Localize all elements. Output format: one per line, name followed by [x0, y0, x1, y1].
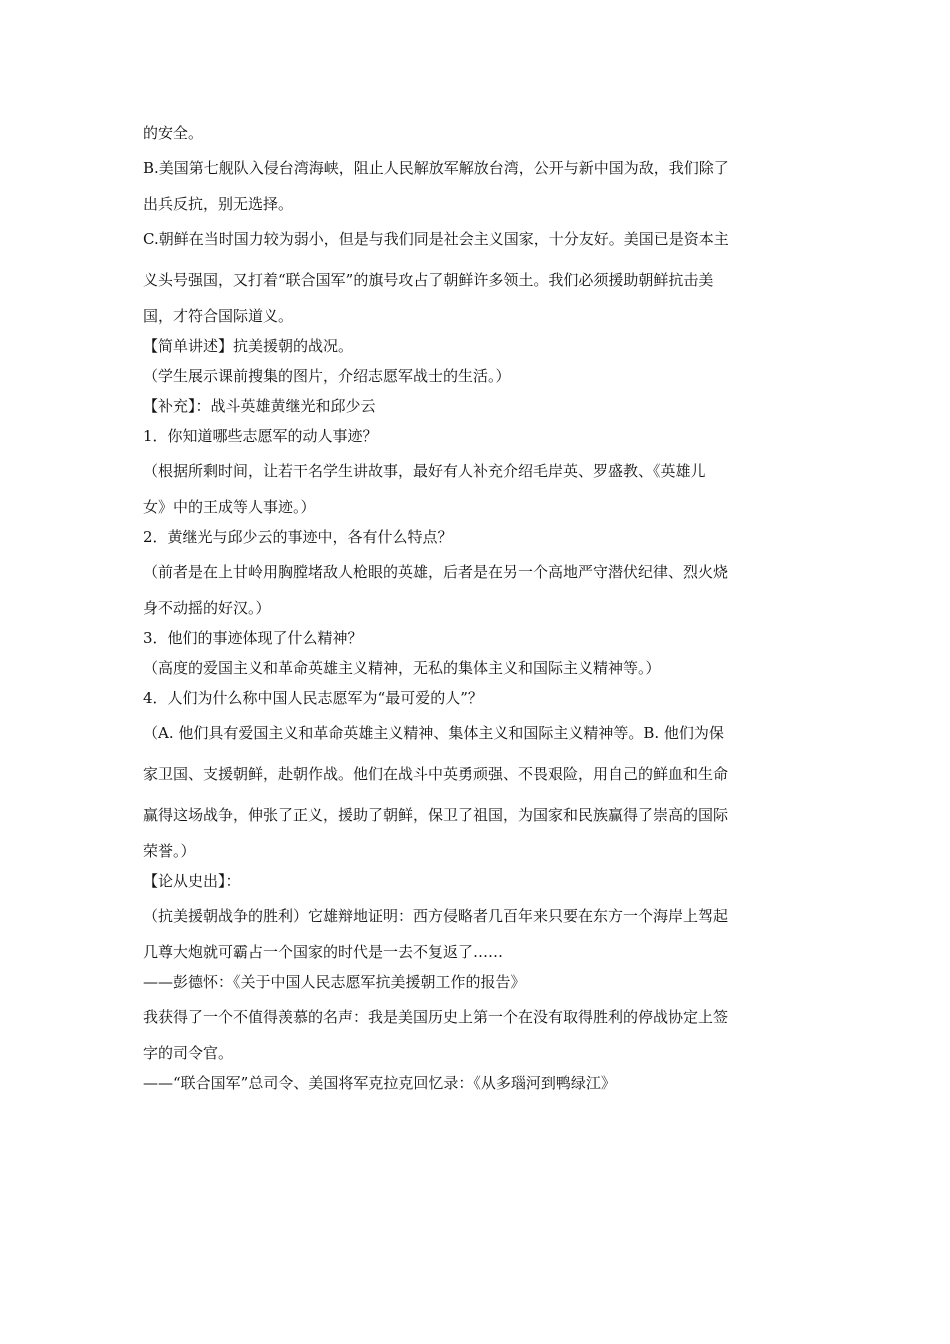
text-line: 赢得这场战争，伸张了正义，援助了朝鲜，保卫了祖国，为国家和民族赢得了崇高的国际 — [143, 806, 729, 824]
quote-attribution: ——彭德怀：《关于中国人民志愿军抗美援朝工作的报告》 — [143, 973, 526, 991]
question-3: 3．他们的事迹体现了什么精神？ — [143, 629, 363, 647]
quote-line: 几尊大炮就可霸占一个国家的时代是一去不复返了…… — [143, 943, 504, 961]
section-heading: 【简单讲述】抗美援朝的战况。 — [143, 337, 354, 355]
document-body — [143, 118, 808, 1098]
text-line: 的安全。 — [143, 124, 204, 142]
text-line: 国，才符合国际道义。 — [143, 307, 294, 325]
text-line: 出兵反抗，别无选择。 — [143, 195, 294, 213]
text-line: （前者是在上甘岭用胸膛堵敌人枪眼的英雄，后者是在另一个高地严守潜伏纪律、烈火烧 — [143, 563, 729, 581]
question-2: 2．黄继光与邱少云的事迹中，各有什么特点？ — [143, 528, 453, 546]
quote-line: （抗美援朝战争的胜利）它雄辩地证明：西方侵略者几百年来只要在东方一个海岸上驾起 — [143, 907, 729, 925]
quote-line: 我获得了一个不值得羡慕的名声：我是美国历史上第一个在没有取得胜利的停战协定上签 — [143, 1008, 729, 1026]
text-line: 女》中的王成等人事迹。） — [143, 498, 316, 516]
text-line: B.美国第七舰队入侵台湾海峡，阻止人民解放军解放台湾，公开与新中国为敌，我们除了 — [143, 159, 729, 177]
text-line: （根据所剩时间，让若干名学生讲故事，最好有人补充介绍毛岸英、罗盛教、《英雄儿 — [143, 462, 706, 480]
text-line: （A. 他们具有爱国主义和革命英雄主义精神、集体主义和国际主义精神等。B. 他们为保 — [143, 724, 724, 742]
text-line: 身不动摇的好汉。） — [143, 599, 271, 617]
quote-line: 字的司令官。 — [143, 1044, 234, 1062]
quote-attribution: ——“联合国军”总司令、美国将军克拉克回忆录：《从多瑙河到鸭绿江》 — [143, 1074, 616, 1092]
question-4: 4．人们为什么称中国人民志愿军为“最可爱的人”？ — [143, 689, 483, 707]
text-line: C.朝鲜在当时国力较为弱小，但是与我们同是社会主义国家，十分友好。美国已是资本主 — [143, 230, 729, 248]
question-1: 1．你知道哪些志愿军的动人事迹？ — [143, 427, 378, 445]
section-heading: 【补充】：战斗英雄黄继光和邱少云 — [143, 397, 376, 415]
text-line: （学生展示课前搜集的图片，介绍志愿军战士的生活。） — [143, 367, 511, 385]
text-line: 家卫国、支援朝鲜，赴朝作战。他们在战斗中英勇顽强、不畏艰险，用自己的鲜血和生命 — [143, 765, 729, 783]
text-line: （高度的爱国主义和革命英雄主义精神，无私的集体主义和国际主义精神等。） — [143, 659, 661, 677]
section-heading: 【论从史出】： — [143, 872, 241, 890]
text-line: 义头号强国，又打着“联合国军”的旗号攻占了朝鲜许多领土。我们必须援助朝鲜抗击美 — [143, 271, 714, 289]
text-line: 荣誉。） — [143, 842, 196, 860]
